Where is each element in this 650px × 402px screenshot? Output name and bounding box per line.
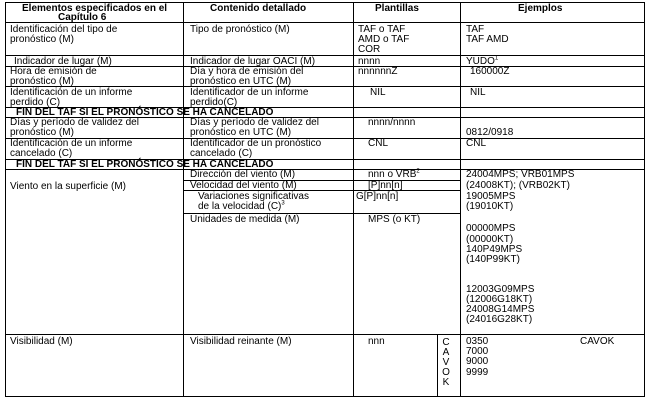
cell-template: nnnn/nnnn <box>368 117 416 128</box>
cavok-letter: A <box>442 347 450 358</box>
cell-element: Indicador de lugar (M) <box>14 56 112 67</box>
header-elements-line2: Capítulo 6 <box>58 12 107 23</box>
cell-example: 19005MPS <box>466 191 516 202</box>
cavok-letter: O <box>442 367 450 378</box>
cell-example: 0812/0918 <box>466 127 514 138</box>
cell-example-cavok: CAVOK <box>580 336 615 347</box>
template-value: nnn o VRB <box>368 169 417 180</box>
col-divider <box>183 2 184 397</box>
cavok-letter: V <box>442 357 450 368</box>
cell-content: Identificador de un pronóstico <box>190 138 322 149</box>
cavok-divider <box>437 334 438 397</box>
cell-element: Hora de emisión de <box>10 66 97 77</box>
cell-example: 24008G14MPS <box>466 304 535 315</box>
cell-example: 00000MPS <box>466 223 516 234</box>
cell-element: Identificación del tipo de <box>10 24 118 35</box>
cell-element: pronóstico (M) <box>10 127 74 138</box>
cavok-vertical <box>441 338 451 388</box>
cell-template <box>368 170 420 180</box>
cell-content: Unidades de medida (M) <box>190 214 300 225</box>
footnote-marker: 1 <box>494 55 499 62</box>
cell-template: NIL <box>370 87 386 98</box>
header-examples: Ejemplos <box>518 3 563 14</box>
cell-element: cancelado (C) <box>10 148 73 159</box>
footnote-marker: 2 <box>416 168 420 175</box>
cell-content <box>198 202 285 212</box>
content-text: de la velocidad (C) <box>198 201 282 212</box>
cell-template: nnnnnnZ <box>358 66 398 77</box>
cell-content: Tipo de pronóstico (M) <box>190 24 290 35</box>
cell-example: (24016G28KT) <box>466 314 533 325</box>
cell-example: 24004MPS; VRB01MPS <box>466 169 575 180</box>
cell-element: pronóstico (M) <box>10 34 74 45</box>
cell-template: G[P]nn[n] <box>356 191 399 202</box>
col-divider <box>460 2 461 397</box>
cell-content: Velocidad del viento (M) <box>190 180 297 191</box>
example-value: YUDO <box>466 56 495 67</box>
cell-content: cancelado (C) <box>190 148 253 159</box>
row-divider <box>5 334 645 335</box>
cell-example: CNL <box>466 138 487 149</box>
cell-example: TAF AMD <box>466 34 509 45</box>
header-templates: Plantillas <box>375 3 419 14</box>
cell-example: TAF <box>466 24 485 35</box>
cell-example: 7000 <box>466 346 489 357</box>
cell-content: pronóstico en UTC (M) <box>190 76 292 87</box>
cell-template: nnnn <box>358 56 381 67</box>
cell-content: pronóstico en UTC (M) <box>190 127 292 138</box>
cell-element: Viento en la superficie (M) <box>10 181 126 192</box>
cell-example: (12006G18KT) <box>466 294 533 305</box>
cell-element: Identificación de un informe <box>10 138 133 149</box>
cavok-letter: K <box>442 377 450 388</box>
cell-template: [P]nn[n] <box>368 180 403 191</box>
cell-example: 12003G09MPS <box>466 284 535 295</box>
cell-template: MPS (o KT) <box>368 214 421 225</box>
cell-example: (00000KT) <box>466 234 514 245</box>
cell-content: Día y hora de emisión del <box>190 66 304 77</box>
cell-element: Visibilidad (M) <box>10 336 73 347</box>
header-elements-line1: Elementos especificados en el <box>22 3 168 14</box>
cell-template: CNL <box>368 138 389 149</box>
cell-template: COR <box>358 44 381 55</box>
section-separator: FIN DEL TAF SI EL PRONÓSTICO SE HA CANCELADO <box>16 159 274 170</box>
cell-content: Dirección del viento (M) <box>190 169 296 180</box>
cell-content: Visibilidad reinante (M) <box>190 336 292 347</box>
cell-template: TAF o TAF <box>358 24 406 35</box>
cell-element: perdido (C) <box>10 97 61 108</box>
cell-content: perdido(C) <box>190 97 238 108</box>
cell-template: nnn <box>368 336 385 347</box>
cavok-letter: C <box>442 337 450 348</box>
cell-content: Variaciones significativas <box>198 191 309 202</box>
cell-element: pronóstico (M) <box>10 76 74 87</box>
cell-example: 160000Z <box>470 66 510 77</box>
cell-example: NIL <box>470 87 486 98</box>
cell-content: Indicador de lugar OACI (M) <box>190 56 316 67</box>
cell-content: Días y período de validez del <box>190 117 319 128</box>
cell-content: Identificador de un informe <box>190 87 309 98</box>
cell-template: AMD o TAF <box>358 34 410 45</box>
section-separator: FIN DEL TAF SI EL PRONÓSTICO SE HA CANCELADO <box>16 107 274 118</box>
cell-example: 140P49MPS <box>466 244 523 255</box>
col-divider <box>353 2 354 397</box>
cell-example: (140P99KT) <box>466 254 520 265</box>
cell-element: Días y período de validez del <box>10 117 139 128</box>
cell-example: (19010KT) <box>466 201 514 212</box>
cell-example: 9999 <box>466 367 489 378</box>
header-content: Contenido detallado <box>210 3 307 14</box>
cell-element: Identificación de un informe <box>10 87 133 98</box>
cell-example: 0350 <box>466 336 489 347</box>
cell-example: (24008KT); (VRB02KT) <box>466 180 570 191</box>
footnote-marker: 3 <box>281 200 285 207</box>
cell-example: 9000 <box>466 356 489 367</box>
